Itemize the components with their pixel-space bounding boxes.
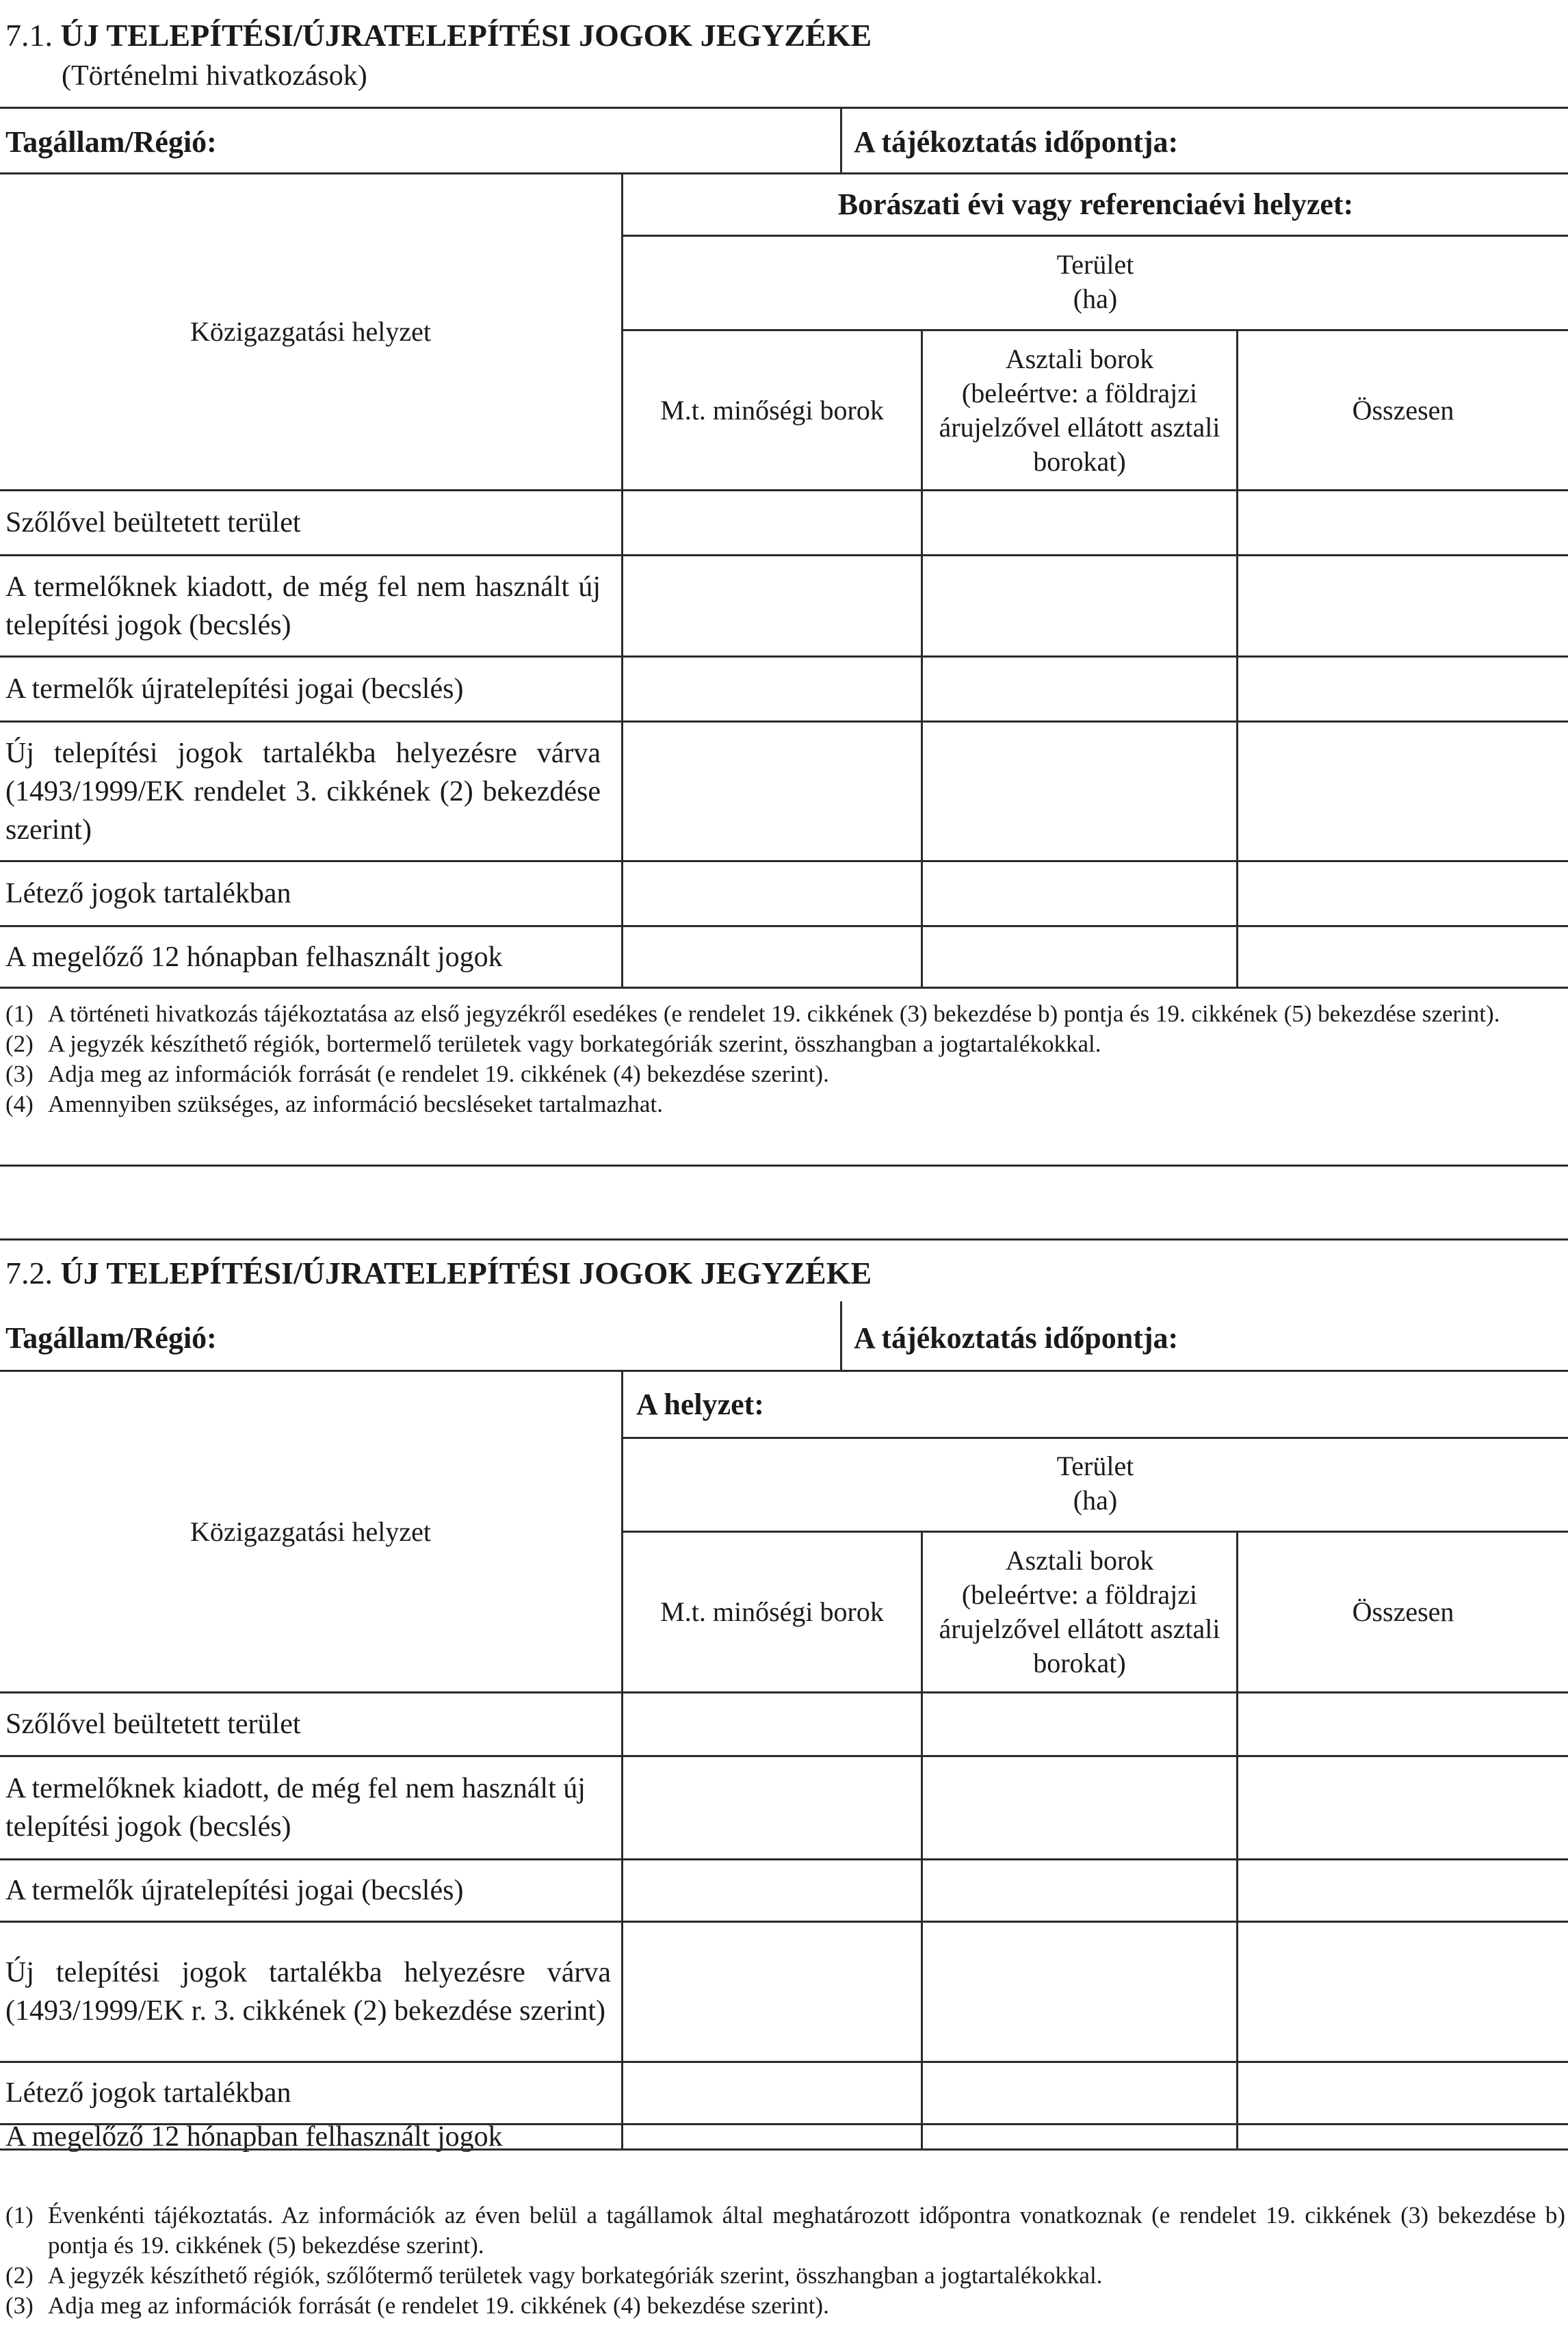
section1-col-table-wine-line: (beleértve: a földrajzi — [961, 377, 1198, 408]
section2-row-label: Új telepítési jogok tartalékba helyezésre várva (1493/1999/EK r. 3. cikkének (2) bekezdése szerint) — [5, 1957, 611, 2027]
section2-admin-status: Közigazgatási helyzet — [190, 1516, 432, 1547]
section1-date-label: A tájékoztatás időpontja: — [854, 125, 1179, 159]
section1-row-label: A megelőző 12 hónapban felhasznált jogok — [5, 941, 503, 973]
section1-situation-header: Borászati évi vagy referenciaévi helyzet: — [837, 187, 1354, 221]
footnote-number: (2) — [5, 1030, 34, 1057]
section1-rule — [0, 987, 1568, 989]
section1-area-unit: (ha) — [1073, 283, 1118, 314]
section2-col-table-wine — [923, 1533, 1236, 1691]
footnote — [5, 1029, 1565, 1059]
section1-col-total: Összesen — [1352, 394, 1454, 426]
section1-area-label: Terület — [1056, 249, 1134, 280]
section2-row-label: Szőlővel beültetett terület — [5, 1709, 301, 1740]
section1-member-state-label: Tagállam/Régió: — [5, 125, 217, 159]
section1-subtitle: (Történelmi hivatkozások) — [62, 60, 367, 92]
section1-col-table-wine — [923, 331, 1236, 489]
section2-area-label: Terület — [1056, 1451, 1134, 1481]
section1-col-divider-1 — [621, 172, 623, 987]
section2-situation-header: A helyzet: — [636, 1387, 764, 1421]
section2-notes — [5, 2200, 1565, 2321]
footnote-text: A jegyzék készíthető régiók, bortermelő területek vagy borkategóriák szerint, összhangban a jogtartalékokkal. — [48, 1030, 1101, 1057]
section1-bottom-rule — [0, 1165, 1568, 1167]
section2-col-quality: M.t. minőségi borok — [660, 1596, 884, 1627]
section2-area-unit: (ha) — [1073, 1485, 1118, 1516]
footnote — [5, 1059, 1565, 1089]
section2-col-table-wine-line: borokat) — [1033, 1648, 1126, 1678]
section2-row-label: A termelőknek kiadott, de még fel nem használt új telepítési jogok (becslés) — [5, 1773, 586, 1843]
section1-rule — [621, 235, 1568, 237]
section1-col-table-wine-line: árujelzővel ellátott asztali — [939, 411, 1220, 443]
section2-col-table-wine-line: Asztali borok — [1005, 1545, 1154, 1576]
section1-row-label: Szőlővel beültetett terület — [5, 507, 301, 538]
section2-heading — [5, 1254, 872, 1293]
section1-row-label: Új telepítési jogok tartalékba helyezésre várva (1493/1999/EK rendelet 3. cikkének (2) bekezdése szerint) — [5, 737, 601, 846]
section2-rule — [621, 1437, 1568, 1439]
section1-row-label: A termelőknek kiadott, de még fel nem használt új telepítési jogok (becslés) — [5, 571, 601, 641]
footnote — [5, 2200, 1565, 2261]
footnote-number: (3) — [5, 2292, 34, 2319]
section2-rule — [0, 2148, 1568, 2151]
section1-col-table-wine-line: Asztali borok — [1005, 343, 1154, 374]
section2-col-total: Összesen — [1352, 1596, 1454, 1627]
footnote-number: (3) — [5, 1061, 34, 1087]
footnote-text: Adja meg az információk forrását (e rendelet 19. cikkének (4) bekezdése szerint). — [48, 2292, 829, 2319]
section2-col-table-wine-line: (beleértve: a földrajzi — [961, 1579, 1198, 1610]
footnote-number: (1) — [5, 2202, 34, 2229]
section2-number: 7.2. — [5, 1256, 53, 1290]
footnote — [5, 2291, 1565, 2321]
section2-row-label: A megelőző 12 hónapban felhasznált jogok — [5, 2121, 503, 2153]
footnote-number: (2) — [5, 2262, 34, 2289]
section1-col-quality: M.t. minőségi borok — [660, 394, 884, 426]
section2-member-state-label: Tagállam/Régió: — [5, 1321, 217, 1355]
section2-row-label: A termelők újratelepítési jogai (becslés) — [5, 1875, 464, 1906]
footnote-text: Amennyiben szükséges, az információ becsléseket tartalmazhat. — [48, 1091, 663, 1117]
section1-title: ÚJ TELEPÍTÉSI/ÚJRATELEPÍTÉSI JOGOK JEGYZÉKE — [60, 18, 872, 53]
section2-col-table-wine-line: árujelzővel ellátott asztali — [939, 1613, 1220, 1644]
section1-col-table-wine-line: borokat) — [1033, 445, 1126, 477]
footnote-text: Adja meg az információk forrását (e rendelet 19. cikkének (4) bekezdése szerint). — [48, 1061, 829, 1087]
section1-notes — [5, 999, 1565, 1119]
section2-col-divider-1 — [621, 1370, 623, 2148]
section2-area-header — [921, 1449, 1270, 1518]
section1-row-label: Létező jogok tartalékban — [5, 878, 291, 909]
section1-number: 7.1. — [5, 18, 53, 53]
section1-area-header — [921, 248, 1270, 316]
section1-heading — [5, 16, 872, 55]
footnote-number: (4) — [5, 1091, 34, 1117]
section2-row-label: Létező jogok tartalékban — [5, 2077, 291, 2109]
section1-admin-status: Közigazgatási helyzet — [190, 316, 432, 347]
section1-header-divider — [840, 107, 842, 172]
section2-title: ÚJ TELEPÍTÉSI/ÚJRATELEPÍTÉSI JOGOK JEGYZÉKE — [60, 1256, 872, 1290]
footnote-number: (1) — [5, 1000, 34, 1027]
footnote — [5, 1089, 1565, 1119]
footnote — [5, 2261, 1565, 2291]
section2-date-label: A tájékoztatás időpontja: — [854, 1321, 1179, 1355]
footnote-text: A történeti hivatkozás tájékoztatása az első jegyzékről esedékes (e rendelet 19. cikkének (3) bekezdése b) pontja és 19. cikkének (5) bekezdése szerint). — [48, 1000, 1500, 1027]
footnote-text: Évenkénti tájékoztatás. Az információk az éven belül a tagállamok által meghatározott időpontra vonatkoznak (e rendelet 19. cikkének (3) bekezdése b) pontja és 19. cikkének (5) bekezdése szerint). — [48, 2202, 1565, 2259]
footnote-text: A jegyzék készíthető régiók, szőlőtermő területek vagy borkategóriák szerint, összhangban a jogtartalékokkal. — [48, 2262, 1103, 2289]
section2-top-rule — [0, 1238, 1568, 1241]
section1-row-label: A termelők újratelepítési jogai (becslés) — [5, 673, 464, 705]
section1-top-rule — [0, 107, 1568, 109]
footnote — [5, 999, 1565, 1029]
section2-header-divider — [840, 1301, 842, 1370]
